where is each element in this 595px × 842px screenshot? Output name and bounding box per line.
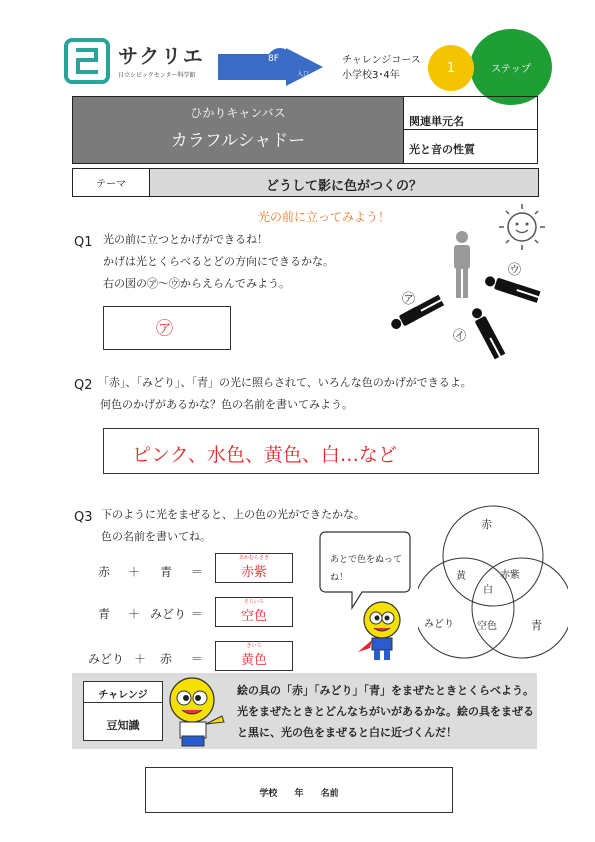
q3-row2-answer: 空色: [240, 609, 267, 624]
label-i: ㋑: [453, 329, 467, 344]
exhibit-subtitle: ひかりキャンバス: [190, 106, 286, 120]
mascot-thumbsup-icon: [160, 676, 230, 748]
grade-label: 年: [294, 789, 304, 799]
logo-title: サクリエ: [118, 44, 205, 68]
challenge-subtitle: 豆知識: [106, 719, 140, 732]
venn-white: 白: [483, 585, 493, 596]
label-u: ㋒: [508, 263, 522, 278]
q3-row2-ruby: そらいろ: [243, 599, 264, 605]
hint-text: 光の前に立ってみよう！: [258, 210, 391, 224]
q1-number: Q1: [74, 235, 93, 250]
venn-magenta: 赤紫: [500, 570, 520, 581]
course-info: チャレンジコース 小学校3･4年: [342, 55, 421, 81]
q3-row1-answer: 赤紫: [240, 565, 267, 580]
q3-row2-b: みどり: [150, 607, 187, 621]
q3-row1-ruby: あかむらさき: [238, 555, 269, 561]
q3-row1-op: ＋: [128, 565, 141, 579]
theme-label: テーマ: [96, 179, 126, 190]
q3-row3-ruby: きいろ: [246, 643, 262, 649]
challenge-text: 絵の具の「赤」「みどり」「青」をまぜたときとくらべよう。光をまぜたときとどんなちがいがあるかな。絵の具をまぜると黒に、光の色をまぜると白に近づくんだ！: [237, 684, 534, 739]
sun-icon: [499, 204, 545, 250]
step-number: 1: [446, 61, 456, 76]
q3-row3-a: みどり: [88, 652, 125, 666]
q2-text: 「赤」、「みどり」、「青」の光に照らされて、いろんな色のかげができるよ。 何色のかげがあるかな？色の名前を書いてみよう。: [98, 376, 472, 411]
theme-text: どうして影に色がつくの？: [265, 179, 422, 194]
venn-red: 赤: [481, 518, 492, 531]
logo-subtitle: 日立シビックセンター科学館: [118, 72, 196, 79]
challenge-title: チャレンジ: [98, 690, 148, 701]
unit-name: 光と音の性質: [409, 143, 475, 156]
q3-row3-op: ＋: [134, 652, 147, 666]
q3-row1-b: 青: [160, 565, 173, 579]
q3-row1-a: 赤: [98, 565, 111, 579]
q3-number: Q3: [74, 510, 93, 525]
q3-row3-answer: 黄色: [240, 653, 267, 668]
venn-blue: 青: [531, 619, 542, 632]
label-a: ㋐: [402, 292, 416, 307]
q3-row1-eq: ＝: [191, 565, 204, 579]
shadow-diagram: [380, 200, 560, 370]
exhibit-title: カラフルシャドー: [170, 131, 306, 151]
name-label: 名前: [320, 789, 339, 799]
challenge-divider: [83, 702, 163, 703]
venn-green: みどり: [424, 619, 454, 630]
q2-answer: ピンク、水色、黄色、白…など: [132, 444, 397, 466]
shadow-a-icon: [389, 295, 444, 332]
mascot-icon: [352, 598, 408, 662]
q3-row3-eq: ＝: [191, 652, 204, 666]
shadow-u-icon: [483, 274, 540, 303]
venn-yellow: 黄: [456, 571, 466, 582]
school-label: 学校: [259, 789, 278, 799]
q2-number: Q2: [74, 378, 93, 393]
bubble-text: あとで色をぬってね！: [330, 555, 403, 583]
q3-row2-op: ＋: [128, 607, 141, 621]
person-icon: [454, 231, 470, 298]
unit-heading: 関連単元名: [409, 115, 464, 128]
name-fields: [145, 786, 453, 799]
unit-divider: [403, 129, 538, 130]
venn-cyan: 空色: [477, 621, 497, 632]
step-label: ステップ: [491, 64, 531, 75]
q3-row2-a: 青: [98, 607, 111, 621]
q1-answer: ㋐: [156, 319, 173, 339]
q3-row2-eq: ＝: [191, 607, 204, 621]
q1-text: 光の前に立つとかげができるね！ かげは光とくらべるとどの方向にできるかな。 右の図の㋐～㋒からえらんでみよう。: [103, 233, 334, 290]
q3-text: 下のように光をまぜると、上の色の光ができたかな。 色の名前を書いてね。: [101, 508, 365, 543]
q3-row3-b: 赤: [160, 652, 173, 666]
shadow-i-icon: [469, 306, 505, 359]
entry-label: 入口: [297, 71, 310, 78]
color-venn-diagram: [418, 498, 568, 668]
floor-label: 8F: [268, 54, 279, 64]
sakurie-logo-icon: [64, 38, 110, 84]
